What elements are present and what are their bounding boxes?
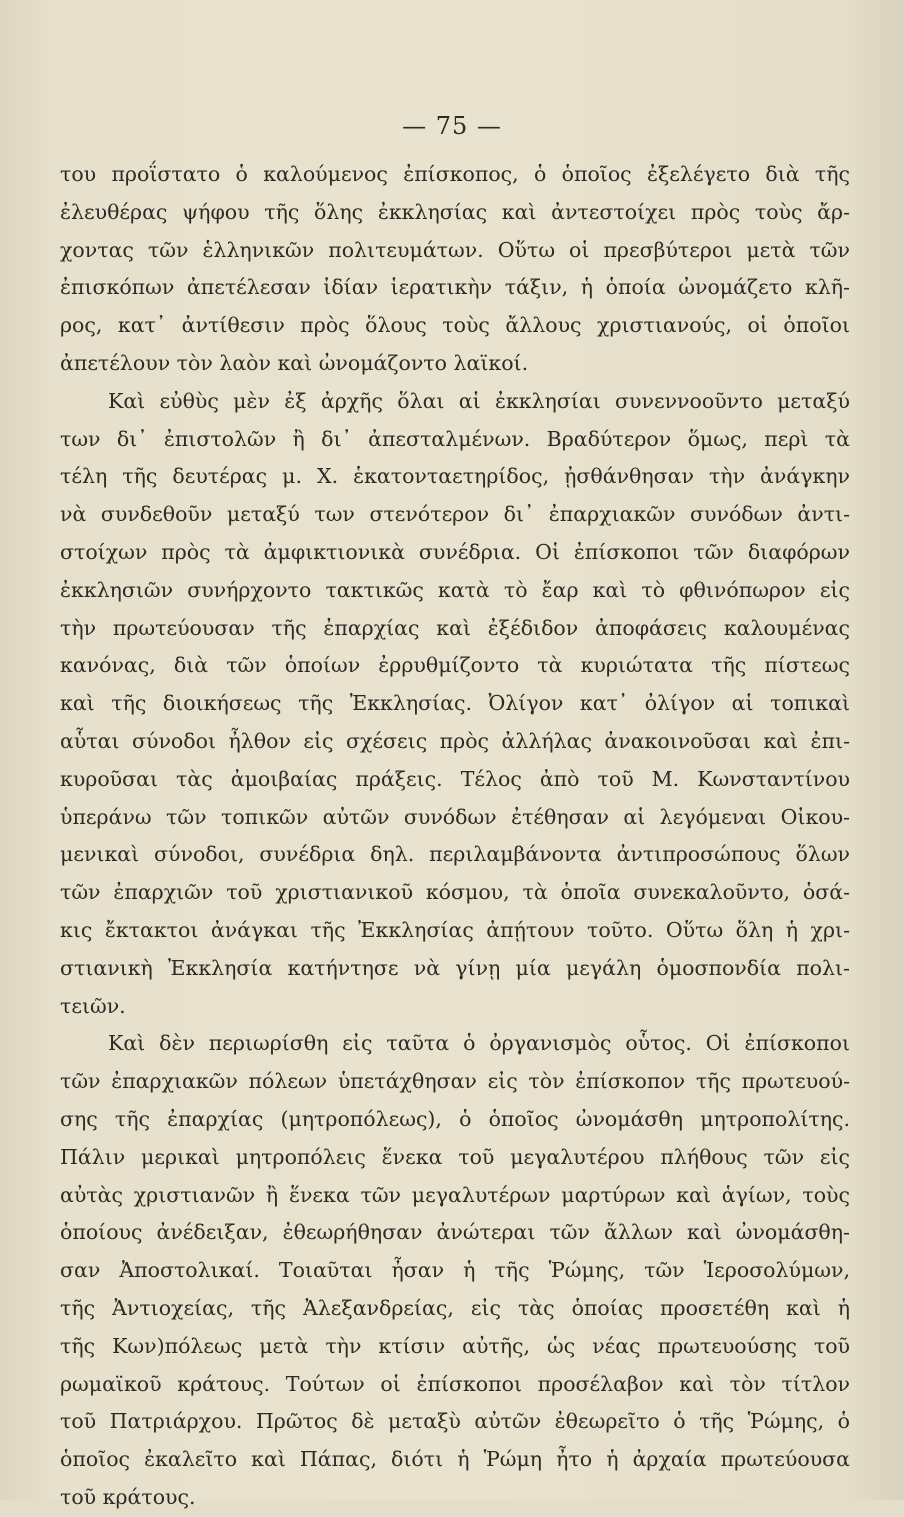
- text-line: τῆς Κων)πόλεως μετὰ τὴν κτίσιν αὐτῆς, ὡς νέας πρωτευούσης τοῦ: [60, 1333, 850, 1358]
- paragraph: [60, 1025, 850, 1516]
- text-line: στιανικὴ Ἐκκλησία κατήντησε νὰ γίνῃ μία μεγάλη ὁμοσπονδία πολι-: [60, 955, 850, 980]
- text-line: τὴν πρωτεύουσαν τῆς ἐπαρχίας καὶ ἐξέδιδον ἀποφάσεις καλουμένας: [60, 615, 850, 640]
- text-line: Καὶ εὐθὺς μὲν ἐξ ἀρχῆς ὅλαι αἱ ἐκκλησίαι συνεννοοῦντο μεταξύ: [108, 388, 850, 413]
- text-line: τῆς Ἀντιοχείας, τῆς Ἀλεξανδρείας, εἰς τὰς ὁποίας προσετέθη καὶ ἡ: [60, 1295, 850, 1320]
- text-line: Καὶ δὲν περιωρίσθη εἰς ταῦτα ὁ ὀργανισμὸς οὗτος. Οἱ ἐπίσκοποι: [108, 1031, 850, 1056]
- text-line: τοῦ Πατριάρχου. Πρῶτος δὲ μεταξὺ αὐτῶν ἐθεωρεῖτο ὁ τῆς Ῥώμης, ὁ: [60, 1409, 850, 1434]
- text-line: τειῶν.: [60, 993, 126, 1018]
- text-line: μενικαὶ σύνοδοι, συνέδρια δηλ. περιλαμβάνοντα ἀντιπροσώπους ὅλων: [60, 842, 850, 867]
- paragraph: [60, 156, 850, 383]
- page-number: — 75 —: [402, 112, 502, 140]
- text-line: ρος, κατ᾿ ἀντίθεσιν πρὸς ὅλους τοὺς ἄλλους χριστιανούς, οἱ ὁποῖοι: [60, 313, 850, 338]
- text-line: ἐπισκόπων ἀπετέλεσαν ἰδίαν ἱερατικὴν τάξιν, ἡ ὁποία ὠνομάζετο κλῆ-: [60, 275, 850, 300]
- text-line: σαν Ἀποστολικαί. Τοιαῦται ἦσαν ἡ τῆς Ῥώμης, τῶν Ἱεροσολύμων,: [60, 1258, 850, 1283]
- text-line: τῶν ἐπαρχιῶν τοῦ χριστιανικοῦ κόσμου, τὰ ὁποῖα συνεκαλοῦντο, ὁσά-: [60, 880, 850, 905]
- text-line: κανόνας, διὰ τῶν ὁποίων ἐρρυθμίζοντο τὰ κυριώτατα τῆς πίστεως: [60, 653, 850, 678]
- paragraph: [60, 383, 850, 1026]
- text-line: καὶ τῆς διοικήσεως τῆς Ἐκκλησίας. Ὀλίγον κατ᾿ ὀλίγον αἱ τοπικαὶ: [60, 691, 850, 716]
- text-line: των δι᾿ ἐπιστολῶν ἢ δι᾿ ἀπεσταλμένων. Βραδύτερον ὅμως, περὶ τὰ: [60, 426, 850, 451]
- text-line: ὁποίους ἀνέδειξαν, ἐθεωρήθησαν ἀνώτεραι τῶν ἄλλων καὶ ὠνομάσθη-: [60, 1220, 850, 1245]
- text-line: χοντας τῶν ἑλληνικῶν πολιτευμάτων. Οὕτω οἱ πρεσβύτεροι μετὰ τῶν: [60, 237, 850, 262]
- text-line: ἐκκλησιῶν συνήρχοντο τακτικῶς κατὰ τὸ ἔαρ καὶ τὸ φθινόπωρον εἰς: [60, 577, 850, 602]
- text-line: αὐτὰς χριστιανῶν ἢ ἕνεκα τῶν μεγαλυτέρων μαρτύρων καὶ ἁγίων, τοὺς: [60, 1182, 850, 1207]
- body-text: [60, 156, 850, 1517]
- text-line: τῶν ἐπαρχιακῶν πόλεων ὑπετάχθησαν εἰς τὸν ἐπίσκοπον τῆς πρωτευού-: [60, 1069, 850, 1094]
- text-line: στοίχων πρὸς τὰ ἀμφικτιονικὰ συνέδρια. Οἱ ἐπίσκοποι τῶν διαφόρων: [60, 539, 850, 564]
- text-line: του προΐστατο ὁ καλούμενος ἐπίσκοπος, ὁ ὁποῖος ἐξελέγετο διὰ τῆς: [60, 162, 850, 186]
- text-line: ὑπεράνω τῶν τοπικῶν αὐτῶν συνόδων ἐτέθησαν αἱ λεγόμεναι Οἰκου-: [60, 804, 850, 829]
- text-line: ὁποῖος ἐκαλεῖτο καὶ Πάπας, διότι ἡ Ῥώμη ἦτο ἡ ἀρχαία πρωτεύουσα: [60, 1447, 850, 1472]
- text-line: ρωμαϊκοῦ κράτους. Τούτων οἱ ἐπίσκοποι προσέλαβον καὶ τὸν τίτλον: [60, 1371, 850, 1396]
- text-line: αὗται σύνοδοι ἦλθον εἰς σχέσεις πρὸς ἀλλήλας ἀνακοινοῦσαι καὶ ἐπι-: [60, 728, 850, 753]
- text-line: τοῦ κράτους.: [60, 1484, 196, 1509]
- text-line: ἐλευθέρας ψήφου τῆς ὅλης ἐκκλησίας καὶ ἀντεστοίχει πρὸς τοὺς ἄρ-: [60, 199, 850, 224]
- text-line: Πάλιν μερικαὶ μητροπόλεις ἕνεκα τοῦ μεγαλυτέρου πλήθους τῶν εἰς: [60, 1144, 850, 1169]
- text-line: νὰ συνδεθοῦν μεταξύ των στενότερον δι᾿ ἐπαρχιακῶν συνόδων ἀντι-: [60, 502, 850, 527]
- text-line: κυροῦσαι τὰς ἀμοιβαίας πράξεις. Τέλος ἀπὸ τοῦ Μ. Κωνσταντίνου: [60, 766, 850, 791]
- text-line: τέλη τῆς δευτέρας μ. Χ. ἑκατονταετηρίδος, ᾐσθάνθησαν τὴν ἀνάγκην: [60, 464, 850, 489]
- text-line: κις ἔκτακτοι ἀνάγκαι τῆς Ἐκκλησίας ἀπῄτουν τοῦτο. Οὕτω ὅλη ἡ χρι-: [60, 917, 850, 942]
- text-line: σης τῆς ἐπαρχίας (μητροπόλεως), ὁ ὁποῖος ὠνομάσθη μητροπολίτης.: [60, 1106, 850, 1131]
- text-line: ἀπετέλουν τὸν λαὸν καὶ ὠνομάζοντο λαϊκοί.: [60, 350, 529, 375]
